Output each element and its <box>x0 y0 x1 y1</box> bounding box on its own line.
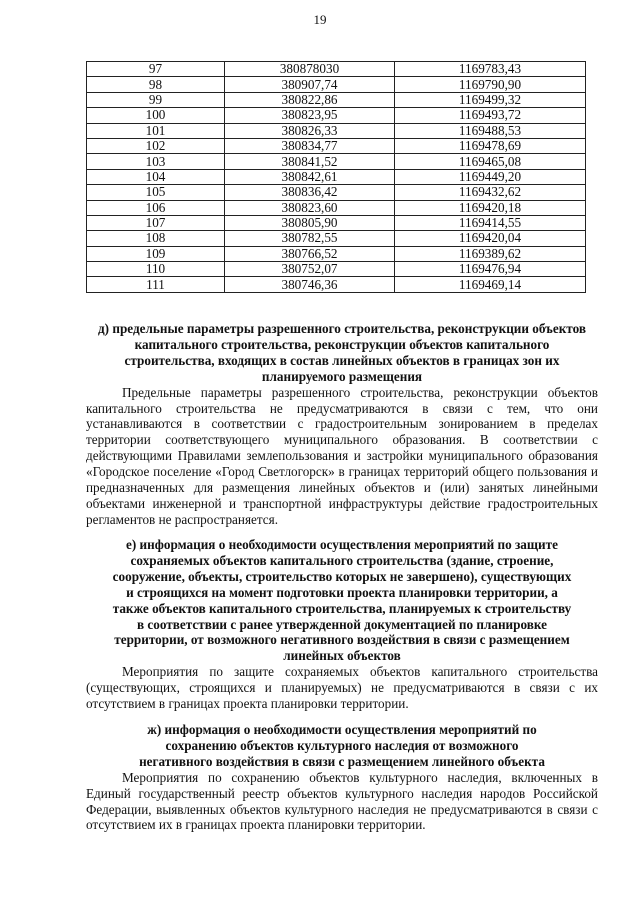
point-number-cell: 111 <box>87 277 225 292</box>
table-row <box>87 77 586 92</box>
section-zh-heading: ж) информация о необходимости осуществления мероприятий по сохранению объектов культурного наследия от возможного негативного воздействия в связи с размещением линейного объекта <box>139 722 545 769</box>
section-e-heading: е) информация о необходимости осуществления мероприятий по защите сохраняемых объектов капитального строительства (здание, строение, сооружение, объекты, строительство которых не завершено), существующих и строящихся на момент подготовки проекта планировки территории, а также объектов капитального строительства, планируемых к строительству в соответствии с ранее утвержденной документацией по планировке территории, от возможного негативного воздействия в связи с размещением линейных объектов <box>112 537 572 664</box>
y-coordinate-cell: 1169478,69 <box>395 138 586 153</box>
point-number-cell: 102 <box>87 138 225 153</box>
y-coordinate-cell: 1169476,94 <box>395 262 586 277</box>
table-row <box>87 215 586 230</box>
y-coordinate-cell: 1169432,62 <box>395 185 586 200</box>
section-zh-body: Мероприятия по сохранению объектов культурного наследия, включенных в Единый государственный реестр объектов культурного наследия народов Российской Федерации, выявленных объектов культурного наследия не предусматриваются в связи с отсутствием их в границах проекта планировки территории. <box>86 769 598 833</box>
section-d-heading: д) предельные параметры разрешенного строительства, реконструкции объектов капитального строительства, реконструкции объектов капитального строительства, входящих в состав линейных объектов в границах зон их планируемого размещения <box>98 321 586 384</box>
y-coordinate-cell: 1169389,62 <box>395 246 586 261</box>
x-coordinate-cell: 380782,55 <box>225 231 395 246</box>
y-coordinate-cell: 1169469,14 <box>395 277 586 292</box>
point-number-cell: 106 <box>87 200 225 215</box>
y-coordinate-cell: 1169414,55 <box>395 215 586 230</box>
x-coordinate-cell: 380842,61 <box>225 169 395 184</box>
y-coordinate-cell: 1169420,04 <box>395 231 586 246</box>
section-zh <box>86 722 598 833</box>
y-coordinate-cell: 1169488,53 <box>395 123 586 138</box>
x-coordinate-cell: 380766,52 <box>225 246 395 261</box>
point-number-cell: 104 <box>87 169 225 184</box>
y-coordinate-cell: 1169790,90 <box>395 77 586 92</box>
y-coordinate-cell: 1169449,20 <box>395 169 586 184</box>
table-row <box>87 185 586 200</box>
table-row <box>87 277 586 292</box>
table-row <box>87 138 586 153</box>
point-number-cell: 97 <box>87 62 225 77</box>
section-d-body: Предельные параметры разрешенного строительства, реконструкции объектов капитального строительства не предусматриваются в связи с тем, что они устанавливаются в соответствии с градостроительным зонированием в пределах территории соответствующего муниципального образования. В соответствии с действующими Правилами землепользования и застройки муниципального образования «Городское поселение «Город Светлогорск» в границах территорий общего пользования и предназначенных для размещения линейных объектов и (или) занятых линейными объектами инженерной и транспортной инфраструктуры действие градостроительных регламентов не распространяется. <box>86 384 598 527</box>
point-number-cell: 100 <box>87 108 225 123</box>
point-number-cell: 98 <box>87 77 225 92</box>
y-coordinate-cell: 1169493,72 <box>395 108 586 123</box>
y-coordinate-cell: 1169420,18 <box>395 200 586 215</box>
x-coordinate-cell: 380823,60 <box>225 200 395 215</box>
section-e <box>86 537 598 712</box>
y-coordinate-cell: 1169499,32 <box>395 92 586 107</box>
table-row <box>87 262 586 277</box>
coordinates-table <box>86 61 586 293</box>
table-row <box>87 246 586 261</box>
coordinates-table-body <box>87 62 586 293</box>
point-number-cell: 109 <box>87 246 225 261</box>
table-row <box>87 108 586 123</box>
table-row <box>87 154 586 169</box>
point-number-cell: 101 <box>87 123 225 138</box>
point-number-cell: 99 <box>87 92 225 107</box>
x-coordinate-cell: 380823,95 <box>225 108 395 123</box>
point-number-cell: 103 <box>87 154 225 169</box>
x-coordinate-cell: 380822,86 <box>225 92 395 107</box>
x-coordinate-cell: 380841,52 <box>225 154 395 169</box>
x-coordinate-cell: 380834,77 <box>225 138 395 153</box>
table-row <box>87 62 586 77</box>
x-coordinate-cell: 380805,90 <box>225 215 395 230</box>
x-coordinate-cell: 380752,07 <box>225 262 395 277</box>
point-number-cell: 107 <box>87 215 225 230</box>
x-coordinate-cell: 380878030 <box>225 62 395 77</box>
table-row <box>87 123 586 138</box>
x-coordinate-cell: 380746,36 <box>225 277 395 292</box>
point-number-cell: 108 <box>87 231 225 246</box>
table-row <box>87 169 586 184</box>
point-number-cell: 110 <box>87 262 225 277</box>
y-coordinate-cell: 1169465,08 <box>395 154 586 169</box>
page-number: 19 <box>313 12 327 27</box>
section-e-body: Мероприятия по защите сохраняемых объектов капитального строительства (существующих, строящихся и планируемых) не предусматриваются в связи с их отсутствием в границах проекта планировки территории. <box>86 664 598 712</box>
point-number-cell: 105 <box>87 185 225 200</box>
x-coordinate-cell: 380836,42 <box>225 185 395 200</box>
table-row <box>87 231 586 246</box>
y-coordinate-cell: 1169783,43 <box>395 62 586 77</box>
table-row <box>87 200 586 215</box>
table-row <box>87 92 586 107</box>
x-coordinate-cell: 380826,33 <box>225 123 395 138</box>
x-coordinate-cell: 380907,74 <box>225 77 395 92</box>
section-d <box>86 321 598 528</box>
